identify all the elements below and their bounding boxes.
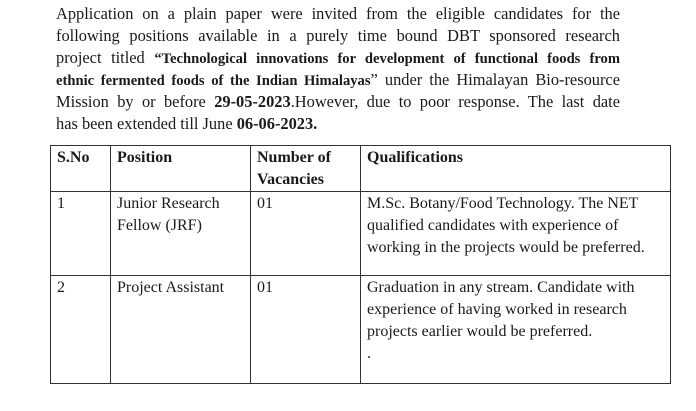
qualifications-text: Graduation in any stream. Candidate with experience of having worked in research projects earlier would be preferred. bbox=[367, 279, 635, 340]
text: has been extended till June bbox=[56, 114, 237, 133]
cell-qualifications: M.Sc. Botany/Food Technology. The NET qualified candidates with experience of working in the projects would be preferred. bbox=[361, 192, 671, 276]
header-position: Position bbox=[111, 146, 251, 192]
paragraph-line bbox=[56, 25, 620, 47]
cell-vacancies: 01 bbox=[251, 276, 361, 384]
notice-paragraph bbox=[56, 3, 620, 135]
header-qualifications: Qualifications bbox=[361, 146, 671, 192]
paragraph-line bbox=[56, 3, 620, 25]
text: Application on a plain paper were invited from the eligible candidates for the bbox=[56, 4, 620, 23]
table-header-row bbox=[51, 146, 671, 192]
paragraph-line bbox=[56, 91, 620, 113]
bold-text: ethnic fermented foods of the Indian Himalayas bbox=[56, 73, 371, 89]
cell-sno: 2 bbox=[51, 276, 111, 384]
text: project titled bbox=[56, 48, 155, 67]
bold-text: 29-05-2023 bbox=[214, 92, 291, 111]
paragraph-line bbox=[56, 69, 620, 91]
cell-qualifications bbox=[361, 276, 671, 384]
cell-sno: 1 bbox=[51, 192, 111, 276]
cell-vacancies: 01 bbox=[251, 192, 361, 276]
bold-text: 06-06-2023. bbox=[236, 114, 318, 133]
paragraph-line bbox=[56, 47, 620, 69]
table-row bbox=[51, 192, 671, 276]
text: Mission by or before bbox=[56, 92, 215, 111]
vacancy-table bbox=[50, 145, 671, 384]
bold-text: “Technological innovations for development of functional foods from bbox=[154, 51, 621, 67]
header-sno: S.No bbox=[51, 146, 111, 192]
header-vacancies: Number of Vacancies bbox=[251, 146, 361, 192]
cell-position: Junior Research Fellow (JRF) bbox=[111, 192, 251, 276]
cell-position: Project Assistant bbox=[111, 276, 251, 384]
trailing-dot: . bbox=[367, 345, 371, 362]
text: following positions available in a purely time bound DBT sponsored research bbox=[56, 26, 620, 45]
text: .However, due to poor response. The last date bbox=[290, 92, 621, 111]
table-row bbox=[51, 276, 671, 384]
text: ” under the Himalayan Bio-resource bbox=[370, 70, 620, 89]
paragraph-line bbox=[56, 113, 620, 135]
